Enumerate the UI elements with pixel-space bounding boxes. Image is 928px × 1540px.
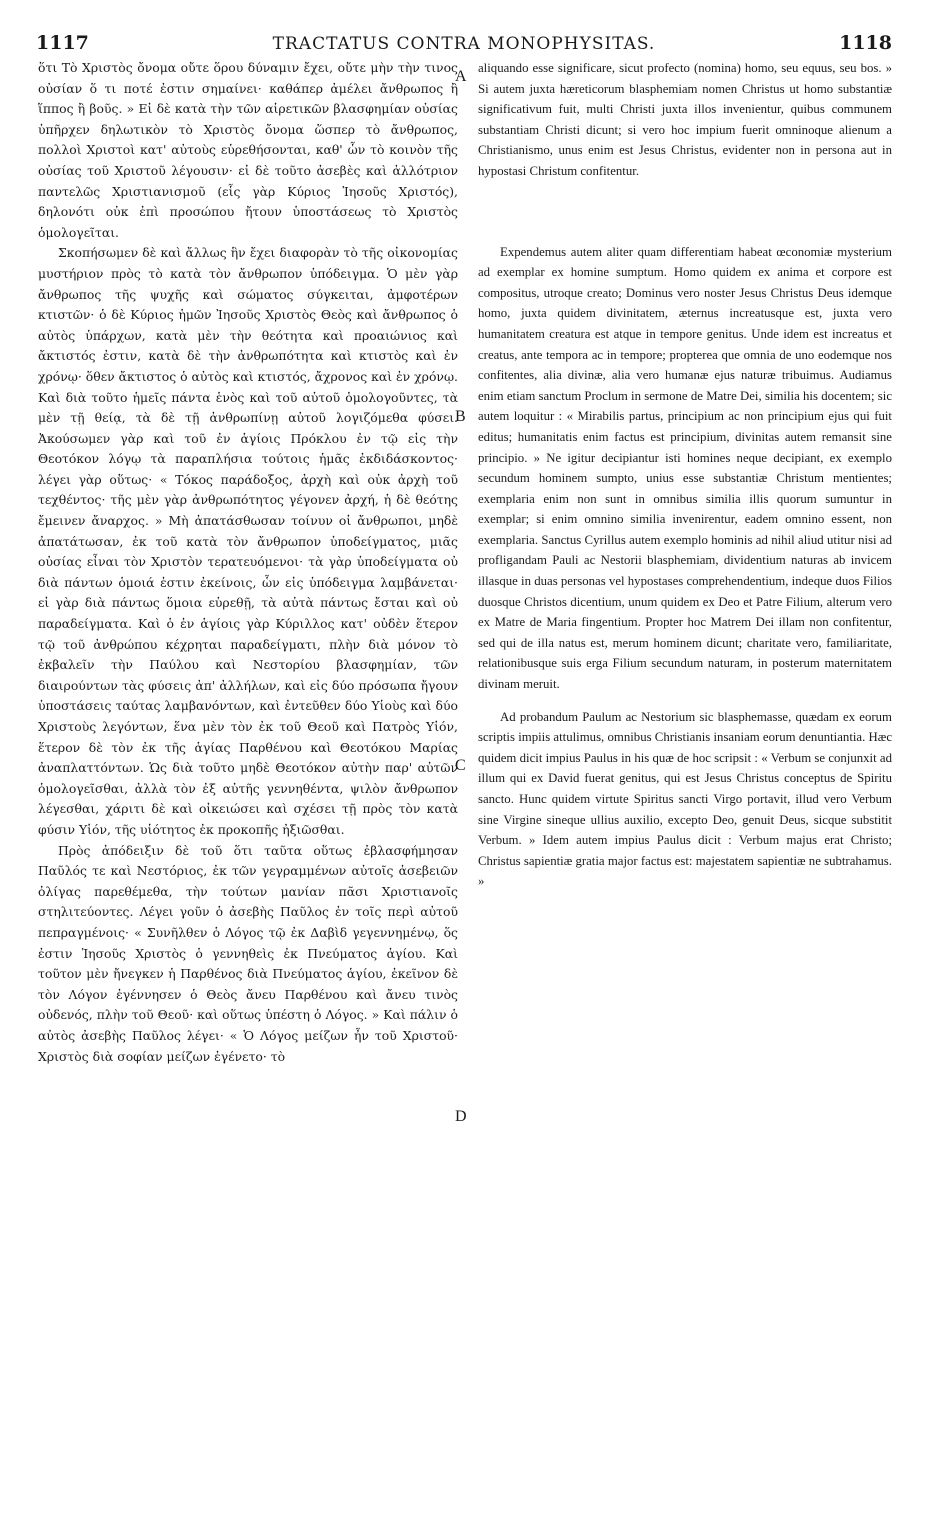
latin-paragraph-3: Ad probandum Paulum ac Nestorium sic blasphemasse, quædam ex eorum scriptis impiis attulimus, omnibus Christianis insaniam eorum denuntiantia. Hæc quidem dicit impius Paulus in his quæ de hoc scripsit : « Verbum se conjunxit ad illum qui ex David fuerat genitus, qui est Jesus Christus conceptus de Spiritu sancto. Hunc quidem virtute Spiritus sancti Virgo portavit, illud vero Verbum sine Virgine sineque ullius auxilio, excepto Deo, genuit Deus, sicque substitit Verbum. » Idem autem impius Paulus dicit : Verbum majus erat Christo; Christus sapientiæ gratia major factus est: majestatem sapientiæ ne subtrahamus. » [478, 709, 892, 889]
greek-paragraph-3: Πρὸς ἀπόδειξιν δὲ τοῦ ὅτι ταῦτα οὕτως ἐβλασφήμησαν Παῦλός τε καὶ Νεστόριος, ἐκ τῶν γεγραμμένων αὐτοῖς ἀσεβειῶν ὀλίγας παρεθέμεθα, τὴν τούτων μανίαν πᾶσι Χριστιανοῖς στηλιτεύοντες. Λέγει γοῦν ὁ ἀσεβὴς Παῦλος ἐν τοῖς περὶ αὐτοῦ πεπραγμένοις· « Συνῆλθεν ὁ Λόγος τῷ ἐκ Δαβὶδ γεγεννημένῳ, ὅς ἐστιν Ἰησοῦς Χριστὸς ὁ γεννηθεὶς ἐκ Πνεύματος ἁγίου. Καὶ τοῦτον μὲν ἤνεγκεν ἡ Παρθένος διὰ Πνεύματος ἁγίου, ἐκεῖνον δὲ τὸν Λόγον ἐγέννησεν ὁ Θεὸς ἄνευ Παρθένου καὶ ἄνευ τινὸς οὐδενός, πλὴν τοῦ Θεοῦ· καὶ οὕτως ὑπέστη ὁ Λόγος. » Καὶ πάλιν ὁ αὐτὸς ἀσεβὴς Παῦλος λέγει· « Ὁ Λόγος μείζων ἦν τοῦ Χριστοῦ· Χριστὸς διὰ σοφίαν μείζων ἐγένετο· τὸ [38, 842, 458, 1064]
latin-column [478, 58, 892, 892]
latin-paragraph-2: Expendemus autem aliter quam differentiam habeat œconomiæ mysterium ad exemplar ex homine sumptum. Homo quidem ex anima et corpore est compositus, utroque creato; Dominus vero noster Jesus Christus Deus idemque homo, juxta quidem divinitatem, æternus increatusque est, juxta vero humanitatem creatura est atque in tempore genitus. Unde idem est increatus et creatus, ante tempora ac in tempore; propterea que omnia de uno eodemque nos confitentes, alia divinæ, alia vero humanæ ejus naturæ tribuimus. Audiamus enim etiam sanctum Proclum in sermone de Matre Dei, similia his docentem; sic autem loquitur : « Mirabilis partus, principium ac non principium ejus qui fuit editus; humanitatis enim factus est principium, divinitas autem remansit sine principio. » Ne igitur decipiantur isti homines neque decipiant, ex exemplo secundum hominem sumpto, unius esse substantiæ Christum mentientes; exemplaria enim non sunt in omnibus similia illis quorum sumuntur in exemplar; si enim omnino similia invenirentur, eadem omnino essent, non exemplaria. Sanctus Cyrillus autem exemplo hominis ad nihil aliud utitur nisi ad profligandam Pauli ac Nestorii blasphemiam, dividentium naturas ab invicem illasque in duas personas vel hypostases comprehendentium, indeque duos Filios duosque Christos dicentium, unum quidem ex Deo et Patre Filium, alterum vero ex Matre de Maria fingentium. Propter hoc Matrem Dei illam non confitentur, sed qui de illa natus est, merum hominem dicunt; charitate vero, familiaritate, relationibusque suis erga Filium secundum naturam, in posterum maternitatem divinam meruit. [478, 244, 892, 692]
margin-marker-d: D [455, 1108, 467, 1125]
margin-marker-a: A [455, 68, 467, 85]
greek-paragraph-1: ὅτι Τὸ Χριστὸς ὄνομα οὔτε ὅρου δύναμιν ἔχει, οὔτε μὴν τὴν τινος οὐσίαν ὅ τι ποτέ ἐστιν σημαίνει· καθάπερ ἀμέλει ἄνθρωπος ἢ ἵππος ἢ βοῦς. » Εἰ δὲ κατὰ τὴν τῶν αἱρετικῶν βλασφημίαν οὐσίας ὑπῆρχεν δηλωτικὸν τὸ Χριστὸς ὄνομα ὥσπερ τὸ ἄνθρωπος, πολλοὶ Χριστοὶ κατ' αὐτοὺς εὑρεθήσονται, καθ' ὧν τὸ κοινὸν τῆς οὐσίας τοῦ Χριστοῦ λέγουσιν· εἰ δὲ τοῦτο ἀσεβὲς καὶ ἀλλότριον παντελῶς Χριστιανισμοῦ (εἷς γὰρ Κύριος Ἰησοῦς Χριστός), δηλονότι οὐκ ἐπὶ προσώπου ἤτουν ὑποστάσεως τὸ Χριστὸς ὁμολογεῖται. [38, 60, 458, 240]
latin-paragraph-1: aliquando esse significare, sicut profecto (nomina) homo, seu equus, seu bos. » Si autem juxta hæreticorum blasphemiam nomen Christus ut homo substantiæ significativum fuit, multi Christi juxta illos invenientur, quibus communem substantiam Christi dicunt; si vero hoc impium fuerit omninoque alienum a Christianismo, unus enim est Jesus Christus, evidenter non in persona aut in hypostasi Christum confitentur. [478, 61, 892, 178]
page-number-right: 1118 [839, 32, 892, 54]
margin-marker-c: C [455, 757, 466, 774]
page-number-left: 1117 [36, 32, 89, 54]
greek-column [38, 58, 458, 1067]
margin-marker-b: B [455, 408, 466, 425]
running-title: TRACTATUS CONTRA MONOPHYSITAS. [272, 34, 656, 54]
greek-paragraph-2: Σκοπήσωμεν δὲ καὶ ἄλλως ἣν ἔχει διαφορὰν τὸ τῆς οἰκονομίας μυστήριον πρὸς τὸ κατὰ τὸν ἄνθρωπον ὑπόδειγμα. Ὁ μὲν γὰρ ἄνθρωπος τῆς ψυχῆς καὶ σώματος σύγκειται, ἀμφοτέρων κτιστῶν· ὁ δὲ Κύριος ἡμῶν Ἰησοῦς Χριστὸς Θεὸς καὶ ἄνθρωπος ὁ αὐτὸς ὑπάρχων, κατὰ μὲν τὴν θεότητα καὶ προαιώνιος καὶ ἄκτιστός ἐστιν, κατὰ δὲ τὴν ἀνθρωπότητα καὶ κτιστὸς καὶ ἐν χρόνῳ· ὅθεν ἄκτιστος ὁ αὐτὸς καὶ κτιστός, ἄχρονος καὶ ἐν χρόνῳ. Καὶ διὰ τοῦτο ἡμεῖς πάντα ἑνὸς καὶ τοῦ αὐτοῦ ὁμολογοῦντες, τὰ μὲν τῇ θείᾳ, τὰ δὲ τῇ ἀνθρωπίνῃ αὐτοῦ λογιζόμεθα φύσει. Ἀκούσωμεν γὰρ καὶ τοῦ ἐν ἁγίοις Πρόκλου ἐν τῷ εἰς τὴν Θεοτόκον λόγῳ τὰ παραπλήσια τούτοις ἡμᾶς ἐκδιδάσκοντος· λέγει γὰρ οὕτως· « Τόκος παράδοξος, ἀρχὴ καὶ οὐκ ἀρχὴ τοῦ τεχθέντος· τῆς μὲν γὰρ ἀνθρωπότητος γέγονεν ἀρχή, ἡ δὲ θεότης ἔμεινεν ἄναρχος. » Μὴ ἀπατάσθωσαν τοίνυν οἱ ἄνθρωποι, μηδὲ ἀπατάτωσαν, ἐκ τοῦ κατὰ τὸν ἄνθρωπον ὑποδείγματος, μιᾶς οὐσίας εἶναι τὸν Χριστὸν τερατευόμενοι· τὰ γὰρ ὑποδείγματα οὐ διὰ πάντων ὁμοιά ἐστιν ἐκείνοις, ὧν εἰς ὑπόδειγμα λαμβάνεται· εἰ γὰρ διὰ πάντως ὅμοια εὑρεθῇ, τὰ αὐτὰ πάντως ἔσται καὶ οὐ παραδείγματα. Καὶ ὁ ἐν ἁγίοις γὰρ Κύριλλος κατ' οὐδὲν ἕτερον τῷ τοῦ ἀνθρώπου κέχρηται παραδείγματι, πλὴν διὰ μόνον τὸ ἐκβαλεῖν τὴν Παύλου καὶ Νεστορίου βλασφημίαν, τῶν διαιρούντων τὰς φύσεις ἀπ' ἀλλήλων, καὶ εἰς δύο πρόσωπα ἤγουν ὑποστάσεις ταύτας λαμβανόντων, καὶ ἐντεῦθεν δύο Υἱοὺς καὶ δύο Χριστοὺς λεγόντων, ἕνα μὲν τὸν ἐκ τοῦ Θεοῦ καὶ Πατρὸς Υἱόν, ἕτερον δὲ τὸν ἐκ τῆς ἁγίας Παρθένου καὶ Θεοτόκου Μαρίας ἀναπλαττόντων. Ὡς διὰ τοῦτο μηδὲ Θεοτόκον αὐτὴν παρ' αὐτῶν ὁμολογεῖσθαι, ἀλλὰ τὸν ἐξ αὐτῆς γεννηθέντα, ψιλὸν ἄνθρωπον λέγεσθαι, χάριτι δὲ καὶ οἰκειώσει καὶ σχέσει τῇ πρὸς τὸν κατὰ φύσιν Υἱόν, τῆς υἱότητος ἐκ προκοπῆς ἠξιῶσθαι. [38, 245, 458, 837]
